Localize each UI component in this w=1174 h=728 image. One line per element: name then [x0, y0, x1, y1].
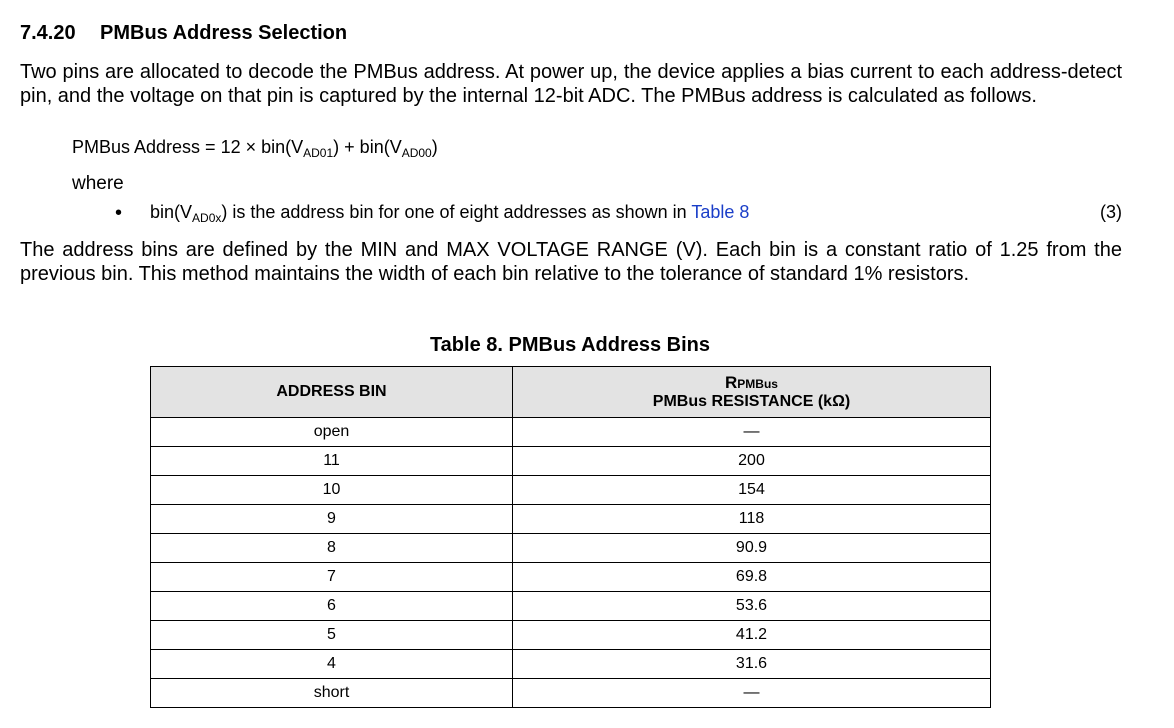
- table-body: [151, 418, 991, 708]
- address-bin-cell: open: [151, 418, 513, 447]
- address-bin-cell: 5: [151, 621, 513, 650]
- section-heading: [20, 22, 347, 45]
- where-label: where: [72, 173, 124, 194]
- resistance-cell: 41.2: [513, 621, 991, 650]
- bullet-marker: •: [115, 202, 123, 224]
- table-row: [151, 505, 991, 534]
- address-bin-cell: 9: [151, 505, 513, 534]
- table-row: [151, 679, 991, 708]
- intro-paragraph: Two pins are allocated to decode the PMBus address. At power up, the device applies a bias current to each address-detect pin, and the voltage on that pin is captured by the internal 12-bit ADC. The PMBus address is calculated as follows.: [20, 61, 1122, 107]
- resistance-label: PMBus RESISTANCE (kΩ): [652, 393, 851, 410]
- table-title: Table 8. PMBus Address Bins: [429, 334, 711, 356]
- resistance-cell: 90.9: [513, 534, 991, 563]
- header-address-bin: ADDRESS BIN: [151, 367, 513, 418]
- table-8-link[interactable]: Table 8: [691, 202, 750, 222]
- resistance-cell: —: [513, 679, 991, 708]
- table-row: [151, 650, 991, 679]
- table-row: [151, 534, 991, 563]
- resistance-cell: 200: [513, 447, 991, 476]
- bullet-item: $bin(V_{AD0x})$ is the address bin for one of eight addresses as shown in Table 8: [150, 202, 750, 225]
- header-resistance: [513, 367, 991, 418]
- resistance-cell: 53.6: [513, 592, 991, 621]
- table-row: [151, 592, 991, 621]
- resistance-cell: 31.6: [513, 650, 991, 679]
- address-bin-cell: 11: [151, 447, 513, 476]
- table-header-row: [151, 367, 991, 418]
- resistance-cell: —: [513, 418, 991, 447]
- address-bin-cell: 7: [151, 563, 513, 592]
- bins-paragraph: The address bins are defined by the MIN and MAX VOLTAGE RANGE (V). Each bin is a constant ratio of 1.25 from the previous bin. This method maintains the width of each bin relative to the tolerance of standard 1% resistors.: [20, 239, 1122, 285]
- address-bin-cell: 10: [151, 476, 513, 505]
- resistance-cell: 118: [513, 505, 991, 534]
- resistance-symbol: RPMBus: [725, 373, 778, 392]
- table-row: [151, 418, 991, 447]
- address-formula: PMBus Address = $12 \times bin(V_{AD01}) + bin(V_{AD00})$: [72, 137, 438, 160]
- section-title: PMBus Address Selection: [100, 22, 348, 44]
- table-row: [151, 563, 991, 592]
- table-row: [151, 621, 991, 650]
- address-bin-cell: short: [151, 679, 513, 708]
- resistance-cell: 69.8: [513, 563, 991, 592]
- address-bin-cell: 6: [151, 592, 513, 621]
- address-bins-table: [150, 366, 991, 708]
- section-number: 7.4.20: [20, 22, 76, 44]
- table-row: [151, 476, 991, 505]
- address-bin-cell: 4: [151, 650, 513, 679]
- equation-number: (3): [1100, 202, 1122, 222]
- address-bin-cell: 8: [151, 534, 513, 563]
- resistance-cell: 154: [513, 476, 991, 505]
- table-row: [151, 447, 991, 476]
